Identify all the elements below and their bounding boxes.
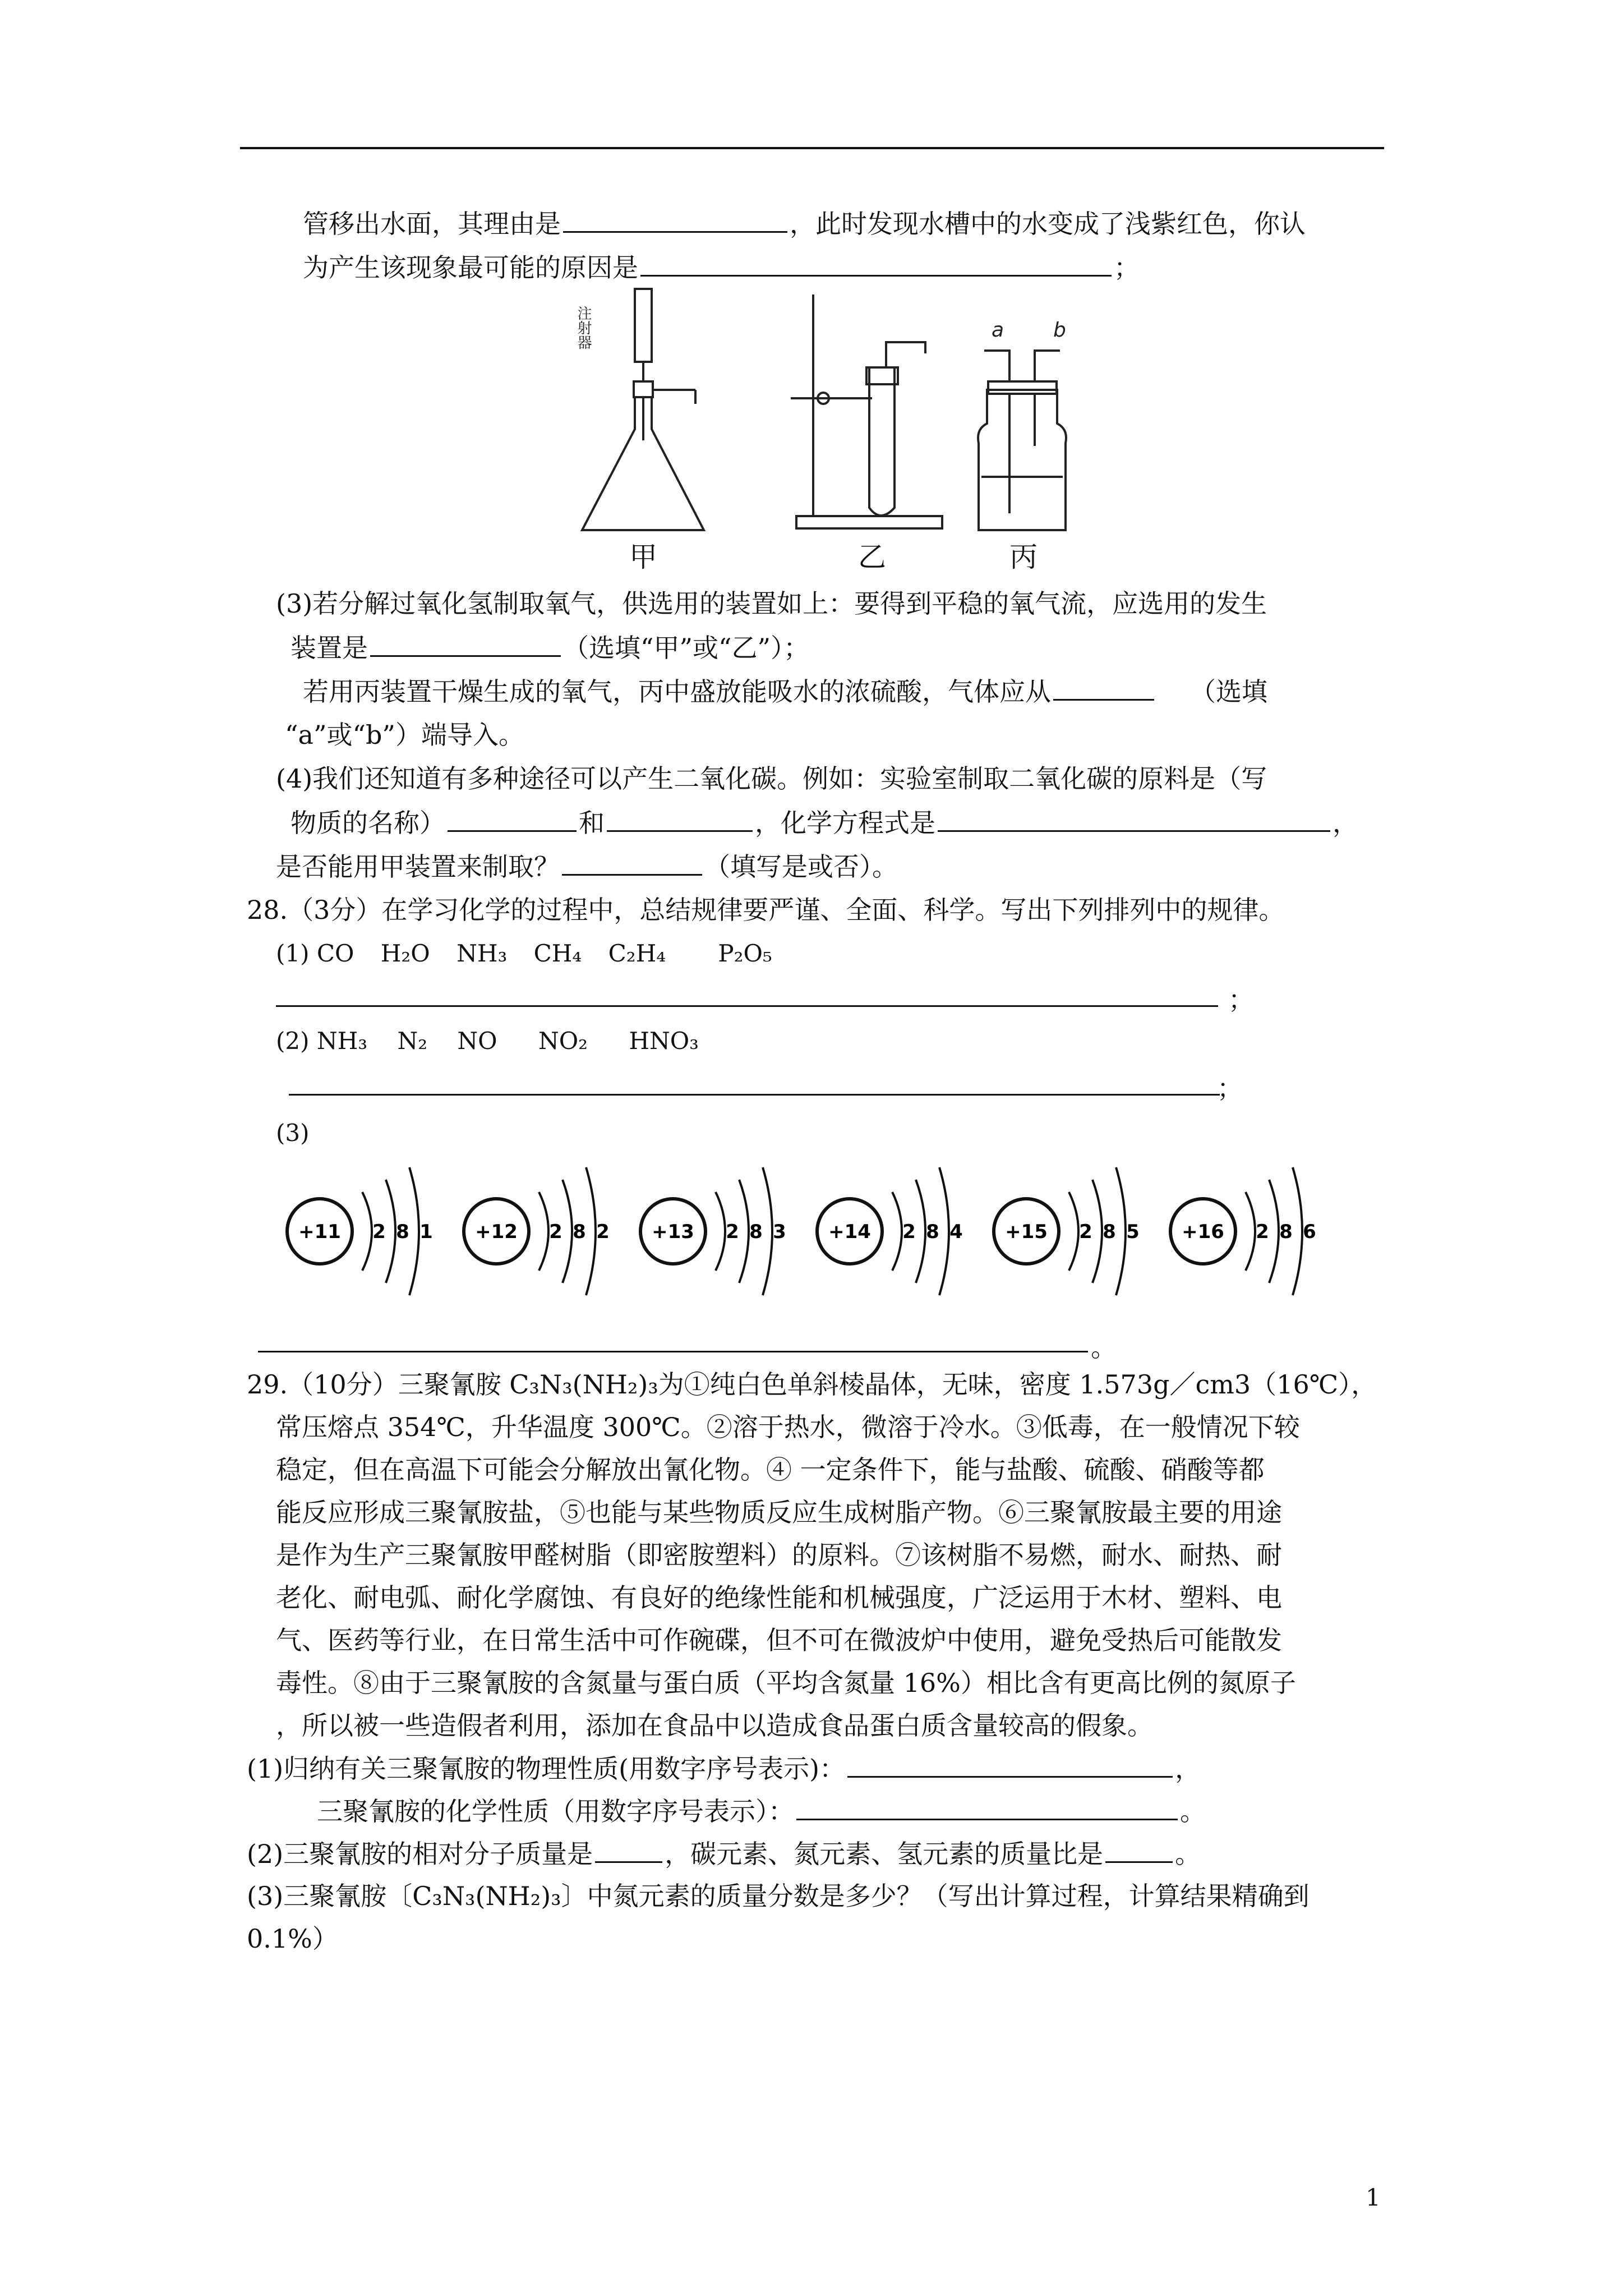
- q27-4-line2: [291, 806, 1358, 840]
- q28-p2-label: (2): [276, 1027, 310, 1055]
- q28-p1-end: ；: [1228, 984, 1254, 1015]
- electron-shell-arc: [539, 1192, 548, 1271]
- electron-shell-arc: [892, 1192, 902, 1271]
- q27-4-line2-a: 物质的名称）: [291, 808, 445, 838]
- q29-s3-line2: 0.1%）: [247, 1924, 338, 1954]
- q27-line2-b: ；: [1114, 252, 1140, 283]
- q28-p2-item: NO₂: [538, 1027, 588, 1055]
- electron-shell-arc: [763, 1167, 772, 1295]
- electron-shell-arc: [739, 1180, 749, 1283]
- apparatus-jia: [582, 289, 704, 530]
- q29-line9: ，所以被一些造假者利用，添加在食品中以造成食品蛋白质含量较高的假象。: [276, 1710, 1153, 1741]
- shell-electron-count: 4: [949, 1221, 963, 1243]
- q27-4-line3-b: （填写是或否）。: [704, 852, 898, 882]
- electron-shell-arc: [1116, 1167, 1126, 1295]
- atom-structure-diagrams: [269, 1147, 1391, 1315]
- shell-electron-count: 2: [902, 1221, 916, 1243]
- shell-electron-count: 8: [573, 1221, 586, 1243]
- atom-diagram: [287, 1167, 433, 1295]
- shell-electron-count: 6: [1303, 1221, 1316, 1243]
- atom-diagram: [640, 1167, 786, 1295]
- apparatus-figure: [566, 283, 1127, 575]
- q28-p1: [276, 937, 772, 970]
- q29-s2-a: (2)三聚氰胺的相对分子质量是: [247, 1839, 593, 1869]
- q28-p1-item: NH₃: [457, 940, 508, 967]
- atom-diagram: [464, 1167, 610, 1295]
- q28-p1-label: (1): [276, 940, 310, 967]
- answer-blank-material1[interactable]: [448, 806, 577, 832]
- nucleus-charge: +14: [828, 1221, 871, 1243]
- q28-p3-end: 。: [1091, 1332, 1117, 1363]
- q27-line1-a: 管移出水面，其理由是: [303, 209, 561, 239]
- syringe-label: 注射器: [575, 306, 592, 349]
- q28-p1-item: CO: [316, 940, 354, 967]
- q29-line7: 气、医药等行业，在日常生活中可作碗碟，但不可在微波炉中使用，避免受热后可能散发: [276, 1625, 1282, 1655]
- apparatus-bing: [978, 351, 1066, 530]
- q28-p1-item: H₂O: [380, 940, 430, 967]
- shell-electron-count: 8: [926, 1221, 939, 1243]
- electron-shell-arc: [1293, 1167, 1302, 1295]
- nucleus-charge: +13: [652, 1221, 694, 1243]
- q29-s1-a: (1)归纳有关三聚氰胺的物理性质(用数字序号表示)：: [247, 1754, 846, 1784]
- answer-blank-physical[interactable]: [847, 1751, 1173, 1778]
- q27-line1-b: ，此时发现水槽中的水变成了浅紫红色，你认: [790, 209, 1306, 239]
- electron-shell-arc: [1269, 1180, 1279, 1283]
- answer-blank-chemical[interactable]: [796, 1794, 1178, 1820]
- apparatus-yi: [791, 295, 942, 528]
- electron-shell-arc: [716, 1192, 725, 1271]
- q28-p1-item: P₂O₅: [718, 940, 772, 967]
- q27-3-line4: “a”或“b”）端导入。: [285, 720, 524, 750]
- q27-3-line3-b: （选填: [1190, 677, 1267, 707]
- electron-shell-arc: [362, 1192, 372, 1271]
- q28-stem: 28.（3分）在学习化学的过程中，总结规律要严谨、全面、科学。写出下列排列中的规律。: [247, 895, 1285, 925]
- shell-electron-count: 2: [596, 1221, 610, 1243]
- q28-p2: [276, 1024, 699, 1058]
- shell-electron-count: 8: [396, 1221, 409, 1243]
- q28-p3-answer-line[interactable]: [258, 1351, 1088, 1352]
- q29-line2: 常压熔点 354℃，升华温度 300℃。②溶于热水，微溶于冷水。③低毒，在一般情况下较: [276, 1412, 1300, 1442]
- nucleus-charge: +15: [1005, 1221, 1048, 1243]
- shell-electron-count: 2: [1079, 1221, 1092, 1243]
- label-yi: 乙: [858, 541, 886, 573]
- electron-shell-arc: [916, 1180, 925, 1283]
- electron-shell-arc: [409, 1167, 419, 1295]
- q29-s2: [247, 1837, 1201, 1871]
- nucleus-charge: +12: [475, 1221, 518, 1243]
- q27-3-line3-a: 若用丙装置干燥生成的氧气，丙中盛放能吸水的浓硫酸，气体应从: [303, 677, 1051, 707]
- port-a-label: a: [992, 319, 1004, 342]
- shell-electron-count: 8: [1279, 1221, 1293, 1243]
- shell-electron-count: 2: [549, 1221, 562, 1243]
- port-b-label: b: [1053, 319, 1066, 342]
- q27-4-line2-c: ，化学方程式是: [755, 808, 935, 838]
- atom-diagram: [1170, 1167, 1316, 1295]
- shell-electron-count: 3: [773, 1221, 786, 1243]
- q29-s1-line2: [317, 1794, 1206, 1828]
- shell-electron-count: 5: [1126, 1221, 1140, 1243]
- q27-3-line2-a: 装置是: [291, 633, 368, 663]
- q29-s1-line1: [247, 1751, 1201, 1786]
- electron-shell-arc: [1092, 1180, 1102, 1283]
- q28-p2-item: NO: [457, 1027, 497, 1055]
- q28-p1-item: C₂H₄: [608, 940, 666, 967]
- q27-4-line3: [276, 849, 898, 884]
- header-rule: [240, 147, 1384, 149]
- q28-p2-end: ；: [1217, 1073, 1243, 1103]
- answer-blank-equation[interactable]: [938, 806, 1330, 832]
- shell-electron-count: 2: [726, 1221, 739, 1243]
- shell-electron-count: 1: [419, 1221, 433, 1243]
- q28-p1-item: CH₄: [533, 940, 582, 967]
- q27-4-line1: (4)我们还知道有多种途径可以产生二氧化碳。例如：实验室制取二氧化碳的原料是（写: [276, 763, 1267, 794]
- electron-shell-arc: [562, 1180, 572, 1283]
- shell-electron-count: 2: [1256, 1221, 1269, 1243]
- shell-electron-count: 2: [372, 1221, 386, 1243]
- q28-p2-item: N₂: [397, 1027, 428, 1055]
- q28-p1-answer-line[interactable]: [276, 1005, 1218, 1007]
- label-bing: 丙: [1009, 541, 1038, 573]
- q27-3-line2-b: （选填“甲”或“乙”）；: [563, 633, 810, 663]
- q29-line6: 老化、耐电弧、耐化学腐蚀、有良好的绝缘性能和机械强度，广泛运用于木材、塑料、电: [276, 1582, 1282, 1613]
- q29-line5: 是作为生产三聚氰胺甲醛树脂（即密胺塑料）的原料。⑦该树脂不易燃，耐水、耐热、耐: [276, 1540, 1282, 1570]
- q29-line4: 能反应形成三聚氰胺盐，⑤也能与某些物质反应生成树脂产物。⑥三聚氰胺最主要的用途: [276, 1497, 1282, 1527]
- electron-shell-arc: [939, 1167, 949, 1295]
- q28-p2-answer-line[interactable]: [289, 1094, 1220, 1096]
- q29-s1-b: ，: [1175, 1754, 1201, 1784]
- q28-p3-label: (3): [276, 1119, 310, 1147]
- page-number: 1: [1366, 2184, 1381, 2211]
- q29-s2-c: 。: [1175, 1839, 1201, 1869]
- q29-s1-d: 。: [1180, 1796, 1206, 1826]
- q29-s3-line1: (3)三聚氰胺〔C₃N₃(NH₂)₃〕中氮元素的质量分数是多少？（写出计算过程，计算结果精确到: [247, 1881, 1310, 1911]
- answer-blank-generator[interactable]: [370, 631, 561, 657]
- electron-shell-arc: [386, 1180, 395, 1283]
- label-jia: 甲: [629, 541, 657, 573]
- answer-blank-molar-mass[interactable]: [595, 1837, 662, 1863]
- electron-shell-arc: [1069, 1192, 1078, 1271]
- atom-diagram: [817, 1167, 963, 1295]
- q27-3-line2: [291, 631, 809, 665]
- q28-p2-item: HNO₃: [629, 1027, 699, 1055]
- q27-4-line2-b: 和: [579, 808, 605, 838]
- nucleus-charge: +11: [298, 1221, 341, 1243]
- shell-electron-count: 8: [1103, 1221, 1116, 1243]
- answer-blank-yesno[interactable]: [562, 849, 702, 876]
- q27-4-line3-a: 是否能用甲装置来制取？: [276, 852, 560, 882]
- electron-shell-arc: [586, 1167, 596, 1295]
- answer-blank-port[interactable]: [1053, 674, 1154, 701]
- q27-3-line3: [303, 674, 1267, 708]
- shell-electron-count: 8: [749, 1221, 763, 1243]
- answer-blank-mass-ratio[interactable]: [1105, 1837, 1173, 1863]
- q27-3-line1: (3)若分解过氧化氢制取氧气，供选用的装置如上：要得到平稳的氧气流，应选用的发生: [276, 588, 1267, 619]
- q29-line3: 稳定，但在高温下可能会分解放出氰化物。④ 一定条件下，能与盐酸、硫酸、硝酸等都: [276, 1455, 1265, 1485]
- atom-diagram: [994, 1167, 1140, 1295]
- q27-4-line2-d: ，: [1332, 808, 1358, 838]
- q27-line2-a: 为产生该现象最可能的原因是: [303, 252, 638, 283]
- answer-blank-cause[interactable]: [640, 250, 1112, 277]
- q29-line8: 毒性。⑧由于三聚氰胺的含氮量与蛋白质（平均含氮量 16%）相比含有更高比例的氮原子: [276, 1668, 1296, 1698]
- q28-p2-item: NH₃: [316, 1027, 368, 1055]
- q29-s1-c: 三聚氰胺的化学性质（用数字序号表示）：: [317, 1796, 794, 1826]
- answer-blank-reason[interactable]: [563, 206, 787, 233]
- nucleus-charge: +16: [1182, 1221, 1224, 1243]
- q29-line1: 29.（10分）三聚氰胺 C₃N₃(NH₂)₃为①纯白色单斜棱晶体，无味，密度 1.573g／cm3（16℃），: [247, 1369, 1377, 1400]
- q27-line2: [303, 250, 1140, 284]
- q29-s2-b: ，碳元素、氮元素、氢元素的质量比是: [665, 1839, 1104, 1869]
- answer-blank-material2[interactable]: [607, 806, 753, 832]
- electron-shell-arc: [1246, 1192, 1255, 1271]
- q27-line1: [303, 206, 1306, 241]
